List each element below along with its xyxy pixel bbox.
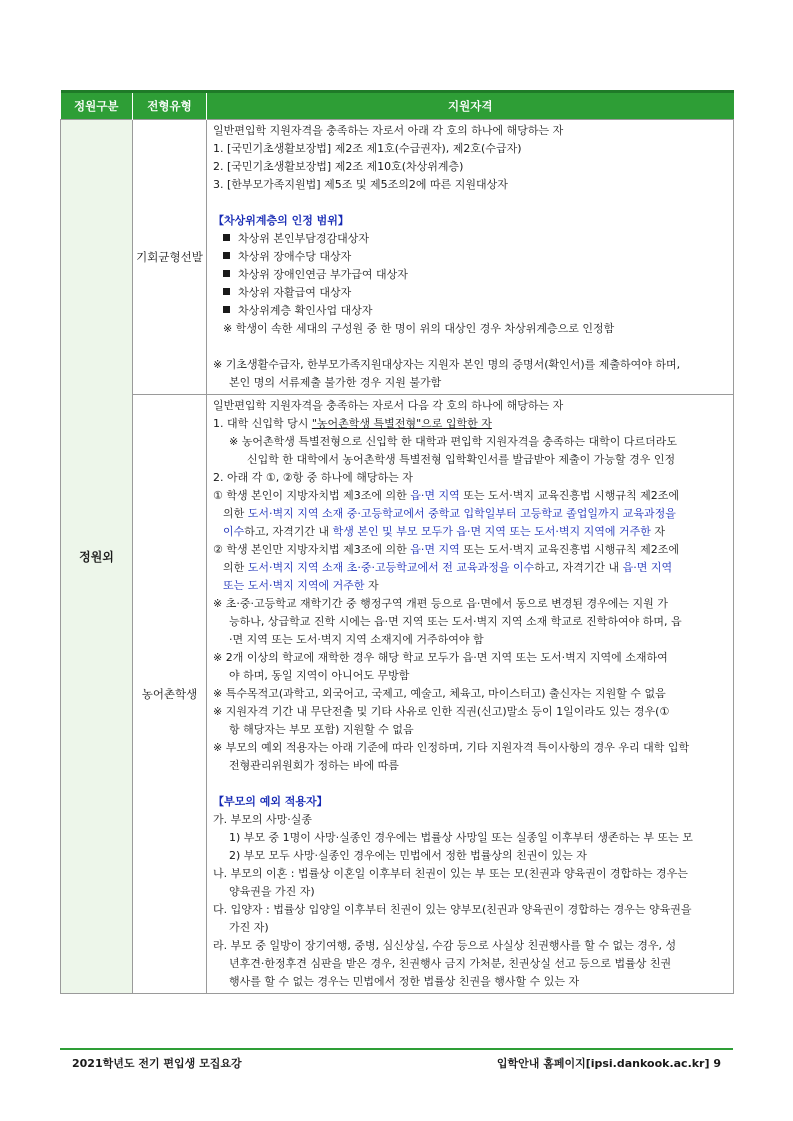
text-line: 이수하고, 자격기간 내 학생 본인 및 부모 모두가 읍·면 지역 또는 도서·벽지 지역에 거주한 자: [223, 525, 665, 538]
bullet-item: 차상위 본인부담경감대상자: [213, 230, 727, 248]
text-line: 다. 입양자 : 법률상 입양일 이후부터 친권이 있는 양부모(친권과 양육권이 경합하는 경우는 양육권을: [213, 903, 692, 916]
text-line: 의한 도서·벽지 지역 소재 중·고등학교에서 중학교 입학일부터 고등학교 졸업일까지 교육과정을: [223, 507, 676, 520]
note-line: 항 해당자는 부모 포함) 지원할 수 없음: [229, 723, 414, 736]
section-heading: 【부모의 예외 적용자】: [213, 795, 328, 808]
text-line: 2. 아래 각 ①, ②항 중 하나에 해당하는 자: [213, 471, 413, 484]
table-row: [61, 120, 734, 395]
note-line: 본인 명의 서류제출 불가한 경우 지원 불가함: [229, 376, 442, 389]
header-category: 정원구분: [61, 92, 133, 120]
text-line: ① 학생 본인이 지방자치법 제3조에 의한 읍·면 지역 또는 도서·벽지 교육진흥법 시행규칙 제2조에: [213, 489, 679, 502]
text-line: 일반편입학 지원자격을 충족하는 자로서 다음 각 호의 하나에 해당하는 자: [213, 399, 564, 412]
page-footer: [60, 1048, 733, 1074]
text-line: 가. 부모의 사망·실종: [213, 813, 312, 826]
category-cell: 정원외: [61, 120, 133, 994]
text-line: 2) 부모 모두 사망·실종인 경우에는 민법에서 정한 법률상의 친권이 있는 자: [229, 849, 587, 862]
note-line: 전형관리위원회가 정하는 바에 따름: [229, 759, 399, 772]
bullet-item: 차상위계층 확인사업 대상자: [213, 302, 727, 320]
footer-homepage-page-number: 입학안내 홈페이지[ipsi.dankook.ac.kr] 9: [496, 1057, 721, 1070]
table-row: [61, 395, 734, 994]
note-line: ※ 학생이 속한 세대의 구성원 중 한 명이 위의 대상인 경우 차상위계층으로 인정함: [223, 322, 615, 335]
qualification-cell-opportunity: [207, 120, 734, 395]
header-type: 전형유형: [133, 92, 207, 120]
page: [60, 90, 733, 994]
admission-qualification-table: [60, 90, 734, 994]
qualification-cell-rural: [207, 395, 734, 994]
text-line: 가진 자): [229, 921, 269, 934]
text-line: 년후견·한정후견 심판을 받은 경우, 친권행사 금지 가처분, 친권상실 선고 등으로 법률상 친권: [229, 957, 672, 970]
note-line: ·면 지역 또는 도서·벽지 지역 소재지에 거주하여야 함: [229, 633, 484, 646]
square-bullet-icon: [223, 252, 230, 259]
text-line: 2. [국민기초생활보장법] 제2조 제10호(차상위계층): [213, 160, 464, 173]
note-line: ※ 초·중·고등학교 재학기간 중 행정구역 개편 등으로 읍·면에서 동으로 변경된 경우에는 지원 가: [213, 597, 668, 610]
bullet-item: 차상위 장애인연금 부가급여 대상자: [213, 266, 727, 284]
note-line: ※ 농어촌학생 특별전형으로 신입학 한 대학과 편입학 지원자격을 충족하는 대학이 다르더라도: [229, 435, 677, 448]
footer-document-title: 2021학년도 전기 편입생 모집요강: [72, 1057, 242, 1070]
text-line: 라. 부모 중 일방이 장기여행, 중병, 심신상실, 수감 등으로 사실상 친권행사를 할 수 없는 경우, 성: [213, 939, 677, 952]
note-line: 신입학 한 대학에서 농어촌학생 특별전형 입학확인서를 발급받아 제출이 가능할 경우 인정: [247, 453, 676, 466]
bullet-item: 차상위 장애수당 대상자: [213, 248, 727, 266]
section-heading: 【차상위계층의 인정 범위】: [213, 214, 349, 227]
note-line: ※ 기초생활수급자, 한부모가족지원대상자는 지원자 본인 명의 증명서(확인서)를 제출하여야 하며,: [213, 358, 681, 371]
square-bullet-icon: [223, 288, 230, 295]
text-line: 3. [한부모가족지원법] 제5조 및 제5조의2에 따른 지원대상자: [213, 178, 508, 191]
text-line: 양육권을 가진 자): [229, 885, 315, 898]
note-line: ※ 2개 이상의 학교에 재학한 경우 해당 학교 모두가 읍·면 지역 또는 도서·벽지 지역에 소재하여: [213, 651, 668, 664]
note-line: 야 하며, 동일 지역이 아니어도 무방함: [229, 669, 410, 682]
note-line: ※ 부모의 예외 적용자는 아래 기준에 따라 인정하며, 기타 지원자격 특이사항의 경우 우리 대학 입학: [213, 741, 690, 754]
square-bullet-icon: [223, 306, 230, 313]
type-cell-opportunity: 기회균형선발: [133, 120, 207, 395]
text-line: 1. [국민기초생활보장법] 제2조 제1호(수급권자), 제2호(수급자): [213, 142, 522, 155]
bullet-item: 차상위 자활급여 대상자: [213, 284, 727, 302]
text-line: ② 학생 본인만 지방자치법 제3조에 의한 읍·면 지역 또는 도서·벽지 교육진흥법 시행규칙 제2조에: [213, 543, 679, 556]
text-line: 또는 도서·벽지 지역에 거주한 자: [223, 579, 379, 592]
text-line: 의한 도서·벽지 지역 소재 초·중·고등학교에서 전 교육과정을 이수하고, 자격기간 내 읍·면 지역: [223, 561, 673, 574]
text-line: 1) 부모 중 1명이 사망·실종인 경우에는 법률상 사망일 또는 실종일 이후부터 생존하는 부 또는 모: [229, 831, 693, 844]
note-line: ※ 특수목적고(과학고, 외국어고, 국제고, 예술고, 체육고, 마이스터고) 출신자는 지원할 수 없음: [213, 687, 666, 700]
header-qualification: 지원자격: [207, 92, 734, 120]
table-header-row: [61, 92, 734, 120]
note-line: ※ 지원자격 기간 내 무단전출 및 기타 사유로 인한 직권(신고)말소 등이 1일이라도 있는 경우(①: [213, 705, 670, 718]
text-line: 나. 부모의 이혼 : 법률상 이혼일 이후부터 친권이 있는 부 또는 모(친권과 양육권이 경합하는 경우는: [213, 867, 688, 880]
square-bullet-icon: [223, 234, 230, 241]
text-line: 1. 대학 신입학 당시 "농어촌학생 특별전형"으로 입학한 자: [213, 417, 492, 430]
note-line: 능하나, 상급학교 진학 시에는 읍·면 지역 또는 도서·벽지 지역 소재 학교로 진학하여야 하며, 읍: [229, 615, 682, 628]
text-line: 행사를 할 수 없는 경우는 민법에서 정한 법률상 친권을 행사할 수 있는 자: [229, 975, 580, 988]
text-line: 일반편입학 지원자격을 충족하는 자로서 아래 각 호의 하나에 해당하는 자: [213, 124, 564, 137]
type-cell-rural: 농어촌학생: [133, 395, 207, 994]
square-bullet-icon: [223, 270, 230, 277]
